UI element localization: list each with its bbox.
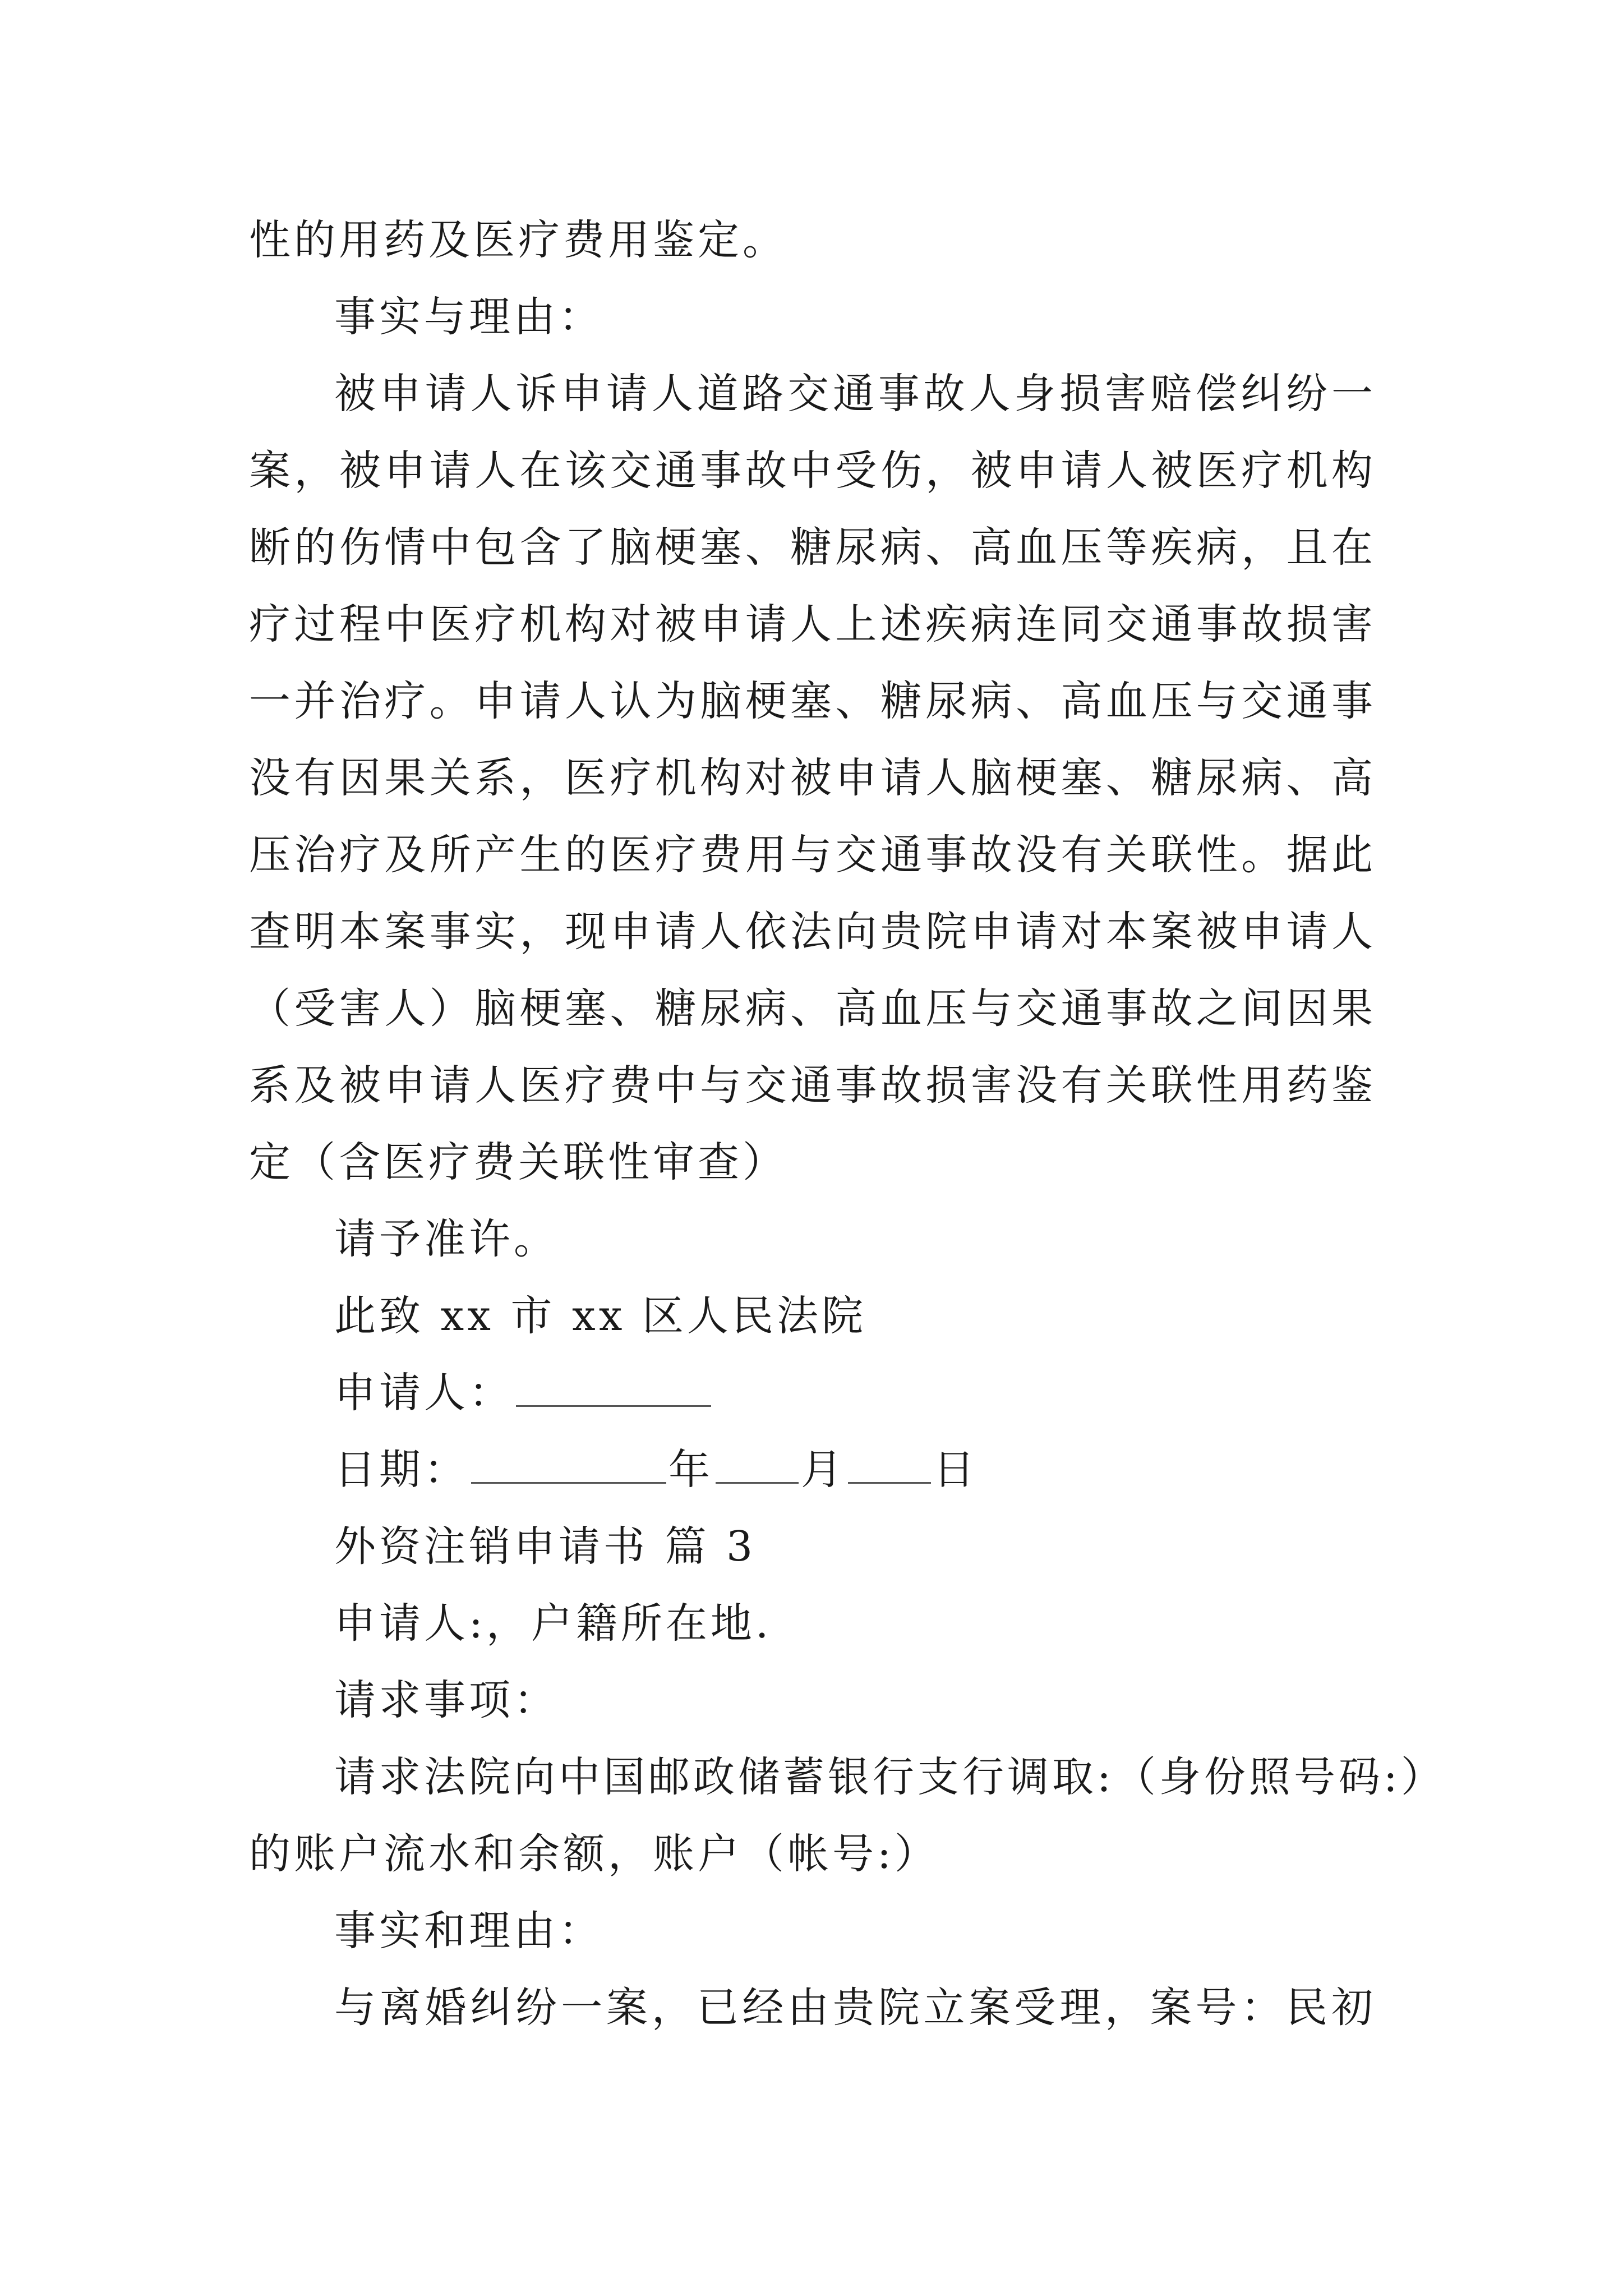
paragraph-line: 查明本案事实，现申请人依法向贵院申请对本案被申请人 (249, 908, 1376, 956)
applicant-blank (516, 1370, 711, 1407)
paragraph-line: 系及被申请人医疗费中与交通事故损害没有关联性用药鉴 (249, 1061, 1376, 1110)
paragraph-line: 没有因果关系，医疗机构对被申请人脑梗塞、糖尿病、高 (249, 754, 1376, 802)
applicant-line (249, 1355, 1376, 1432)
day-blank (848, 1447, 931, 1484)
date-label: 日期： (334, 1446, 469, 1494)
section-heading-reasons: 事实和理由： (334, 1907, 603, 1955)
paragraph-line: 的账户流水和余额，账户（帐号:） (249, 1830, 939, 1878)
paragraph-line: 被申请人诉申请人道路交通事故人身损害赔偿纠纷一 (334, 370, 1376, 418)
paragraph-line: 请求法院向中国邮政储蓄银行支行调取:（身份照号码:） (334, 1753, 1446, 1801)
paragraph-line: （受害人）脑梗塞、糖尿病、高血压与交通事故之间因果 (249, 984, 1376, 1033)
paragraph-line: 定（含医疗费关联性审查） (249, 1138, 787, 1186)
paragraph-line: 性的用药及医疗费用鉴定。 (249, 216, 787, 264)
paragraph-line: 案，被申请人在该交通事故中受伤，被申请人被医疗机构 (249, 447, 1376, 495)
date-line (249, 1432, 1376, 1508)
paragraph-line: 一并治疗。申请人认为脑梗塞、糖尿病、高血压与交通事 (249, 677, 1376, 725)
month-blank (716, 1447, 799, 1484)
year-label: 年 (668, 1446, 713, 1494)
request-approval: 请予准许。 (334, 1215, 559, 1263)
paragraph-line: 压治疗及所产生的医疗费用与交通事故没有关联性。据此 (249, 831, 1376, 879)
document-subtitle: 外资注销申请书 篇 3 (334, 1522, 757, 1571)
paragraph-line: 与离婚纠纷一案，已经由贵院立案受理，案号：民初 (334, 1984, 1376, 2032)
month-label: 月 (801, 1446, 846, 1494)
applicant-info: 申请人:，户籍所在地. (334, 1599, 772, 1648)
day-label: 日 (933, 1446, 978, 1494)
section-heading-facts: 事实与理由： (334, 293, 603, 341)
applicant-label: 申请人： (334, 1369, 514, 1417)
paragraph-line: 断的伤情中包含了脑梗塞、糖尿病、高血压等疾病，且在 (249, 523, 1376, 572)
section-heading-requests: 请求事项： (334, 1676, 559, 1724)
year-blank (471, 1447, 666, 1484)
addressee: 此致 xx 市 xx 区人民法院 (334, 1292, 867, 1340)
document-body (249, 202, 1446, 2046)
paragraph-line: 疗过程中医疗机构对被申请人上述疾病连同交通事故损害 (249, 600, 1376, 648)
